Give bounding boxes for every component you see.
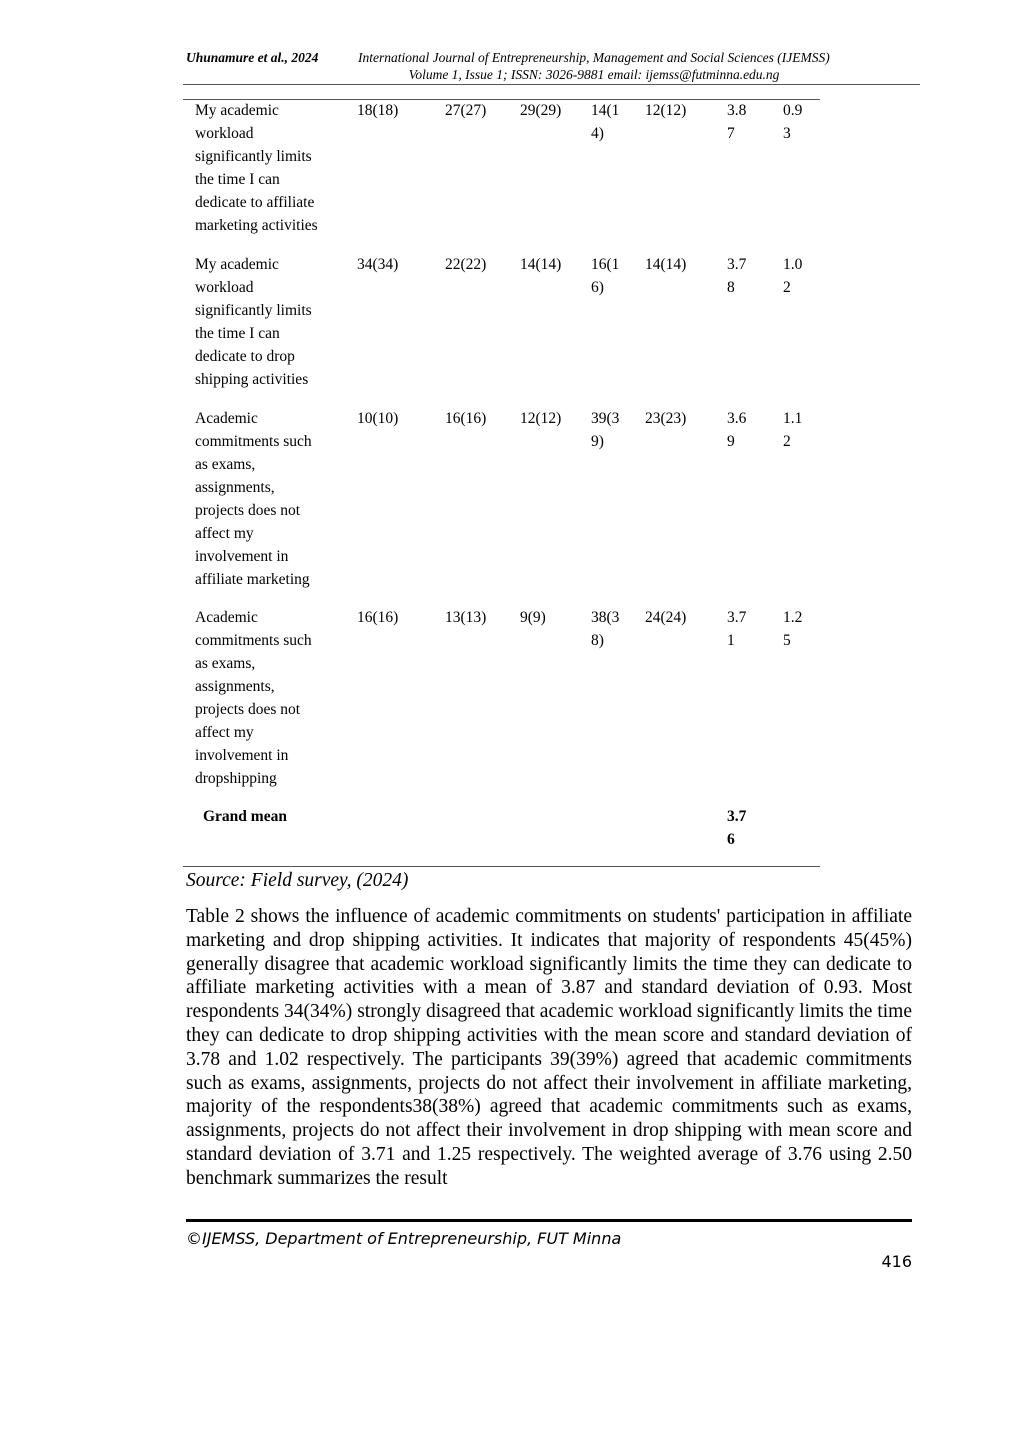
row-cell: 16(1 6) [591, 256, 620, 296]
row-cell: 16(16) [445, 410, 487, 427]
row-cell: 24(24) [645, 609, 687, 626]
row-cell: 12(12) [645, 102, 687, 119]
row-cell: 14(14) [520, 256, 562, 273]
body-paragraph: Table 2 shows the influence of academic commitments on students' participation in affiliate marketing and drop shipping activities. It indicates that majority of respondents 45(45%) generally disagree that academic workload significantly limits the time they can dedicate to affiliate marketing activities with a mean of 3.87 and standard deviation of 0.93. Most respondents 34(34%) strongly disagreed that academic workload significantly limits the time they can dedicate to drop shipping activities with the mean score and standard deviation of 3.78 and 1.02 respectively. The participants 39(39%) agreed that academic commitments such as exams, assignments, projects do not affect their involvement in affiliate marketing, majority of the respondents38(38%) agreed that academic commitments such as exams, assignments, projects do not affect their involvement in drop shipping with mean score and standard deviation of 3.71 and 1.25 respectively. The weighted average of 3.76 using 2.50 benchmark summarizes the result [186, 906, 912, 1189]
grand-mean-value: 3.7 6 [727, 808, 747, 848]
header-journal: International Journal of Entrepreneurship, Management and Social Sciences (IJEMSS) [358, 50, 830, 65]
row-sd: 1.1 2 [783, 410, 803, 450]
row-item-text: My academic workload significantly limits the time I can dedicate to affiliate marketing activities [195, 102, 318, 234]
row-mean: 3.7 8 [727, 256, 747, 296]
row-cell: 29(29) [520, 102, 562, 119]
row-sd: 1.0 2 [783, 256, 803, 296]
row-mean: 3.8 7 [727, 102, 747, 142]
header-rule [183, 84, 920, 85]
row-cell: 13(13) [445, 609, 487, 626]
row-cell: 22(22) [445, 256, 487, 273]
footer-copyright: ©IJEMSS, Department of Entrepreneurship, FUT Minna [186, 1229, 622, 1248]
row-cell: 34(34) [357, 256, 399, 273]
row-cell: 12(12) [520, 410, 562, 427]
header-issue: Volume 1, Issue 1; ISSN: 3026-9881 email: ijemss@futminna.edu.ng [408, 67, 780, 82]
row-cell: 16(16) [357, 609, 399, 626]
row-cell: 14(14) [645, 256, 687, 273]
row-mean: 3.6 9 [727, 410, 747, 450]
page-number: 416 [881, 1252, 912, 1271]
row-cell: 18(18) [357, 102, 399, 119]
row-cell: 23(23) [645, 410, 687, 427]
row-sd: 1.2 5 [783, 609, 803, 649]
grand-mean-label: Grand mean [203, 808, 287, 825]
row-mean: 3.7 1 [727, 609, 747, 649]
row-cell: 27(27) [445, 102, 487, 119]
table-source: Source: Field survey, (2024) [186, 870, 409, 891]
table-bottom-rule [183, 866, 820, 867]
row-cell: 39(3 9) [591, 410, 620, 450]
row-cell: 10(10) [357, 410, 399, 427]
header-author: Uhunamure et al., 2024 [186, 50, 319, 65]
row-item-text: My academic workload significantly limits the time I can dedicate to drop shipping activities [195, 256, 312, 388]
row-item-text: Academic commitments such as exams, assignments, projects does not affect my involvement in affiliate marketing [195, 410, 312, 588]
row-cell: 9(9) [520, 609, 546, 626]
footer-rule [186, 1219, 912, 1222]
row-sd: 0.9 3 [783, 102, 803, 142]
row-cell: 14(1 4) [591, 102, 620, 142]
row-item-text: Academic commitments such as exams, assignments, projects does not affect my involvement in dropshipping [195, 609, 312, 787]
row-cell: 38(3 8) [591, 609, 620, 649]
